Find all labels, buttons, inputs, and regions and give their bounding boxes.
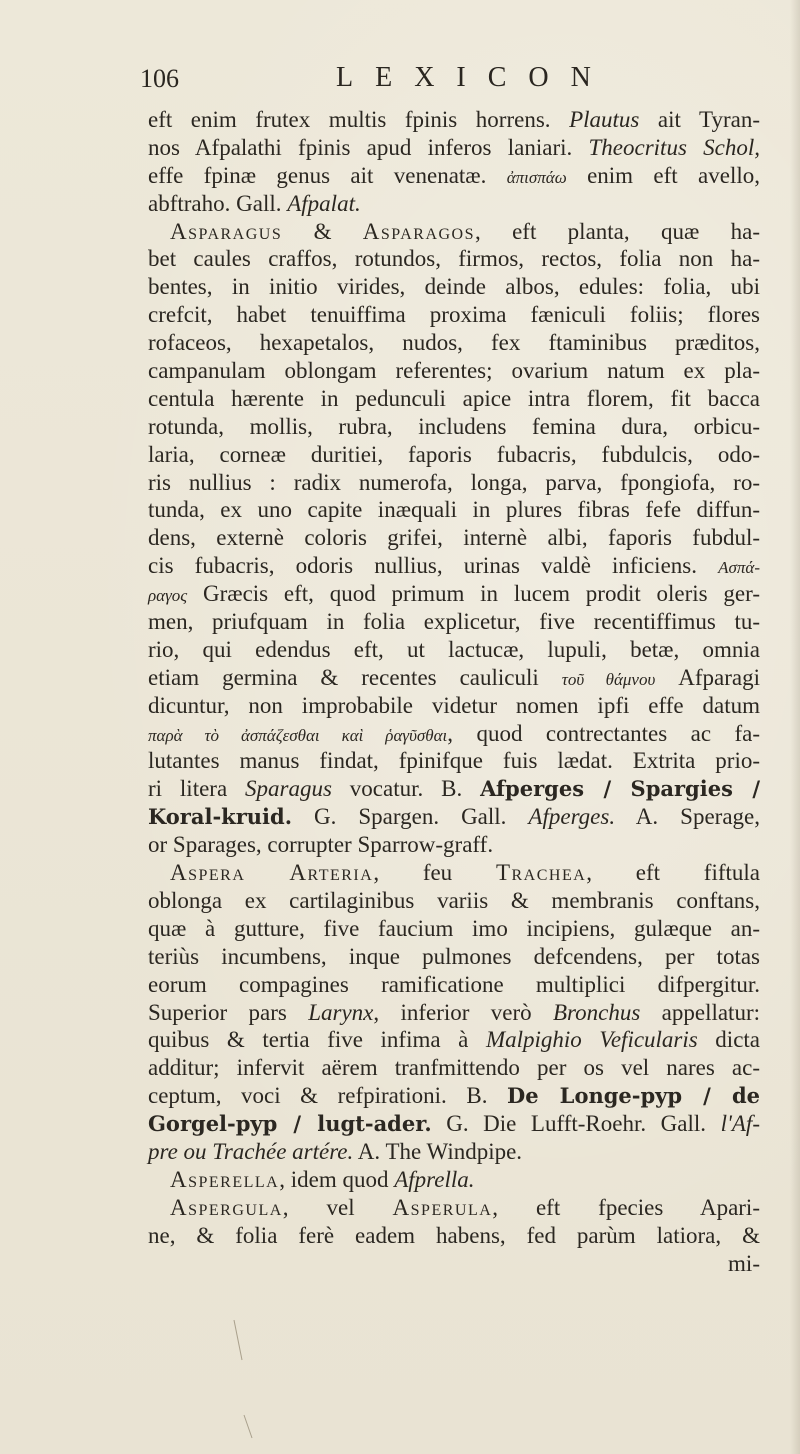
text-line bbox=[148, 775, 760, 803]
text-run: quibus & tertia five infima à bbox=[148, 1027, 486, 1053]
text-line bbox=[148, 162, 760, 190]
blackletter-word: De Longe-pyp / de bbox=[507, 1083, 760, 1109]
italic-term: Plautus bbox=[569, 107, 640, 132]
text-line bbox=[148, 1054, 760, 1082]
text-line bbox=[148, 218, 760, 246]
text-run: appellatur: bbox=[640, 999, 760, 1025]
text-run: , vel bbox=[282, 1194, 393, 1220]
text-run: ris nullius : radix numerofa, longa, parva, fpongiofa, ro- bbox=[148, 469, 760, 495]
ink-stroke-mark bbox=[230, 1320, 260, 1440]
text-run: effe fpinæ genus ait venenatæ. bbox=[148, 162, 507, 188]
text-line bbox=[148, 496, 760, 524]
text-run: etiam germina & recentes cauliculi bbox=[148, 664, 562, 690]
text-line bbox=[148, 385, 760, 413]
text-line bbox=[148, 106, 760, 134]
text-run: rofaceos, hexapetalos, nudos, fex ftaminibus præditos, bbox=[148, 330, 760, 356]
entry-headword: Asparagos bbox=[362, 218, 476, 244]
text-line bbox=[148, 636, 760, 664]
text-run: eft enim frutex multis fpinis horrens. bbox=[148, 107, 570, 132]
text-run: bet caules craffos, rotundos, firmos, rectos, folia non ha- bbox=[148, 246, 760, 272]
text-line bbox=[148, 329, 760, 357]
text-line bbox=[148, 301, 760, 329]
text-line bbox=[148, 747, 760, 775]
text-run: , inferior verò bbox=[373, 999, 553, 1025]
text-run: mi- bbox=[728, 1250, 760, 1276]
text-line bbox=[148, 580, 760, 608]
text-run: men, priufquam in folia explicetur, five recentiffimus tu- bbox=[148, 609, 760, 635]
text-run: laria, corneæ duritiei, faporis fubacris, fubdulcis, odo- bbox=[148, 441, 760, 467]
italic-term: Afpalat. bbox=[287, 190, 361, 216]
text-line bbox=[148, 971, 760, 999]
text-line bbox=[148, 943, 760, 971]
text-run: lutantes manus findat, fpinifque fuis lædat. Extrita prio- bbox=[148, 748, 760, 774]
text-line bbox=[148, 413, 760, 441]
text-run: Græcis eft, quod primum in lucem prodit oleris ger- bbox=[187, 581, 760, 607]
text-line bbox=[148, 134, 760, 162]
italic-term: Sparagus bbox=[245, 776, 332, 802]
text-line bbox=[148, 1222, 760, 1250]
text-run: & bbox=[282, 218, 363, 244]
running-head: LEXICON bbox=[336, 62, 613, 93]
greek-word: ἀπισπάω bbox=[506, 167, 567, 187]
entry-headword: Asperula bbox=[392, 1194, 493, 1220]
text-run: tunda, ex uno capite inæquali in plures fibras fefe diffun- bbox=[148, 497, 760, 523]
entry-headword: Aspera Arteria bbox=[170, 860, 374, 886]
text-run: A. Sperage, bbox=[615, 804, 760, 830]
text-line bbox=[148, 190, 760, 218]
text-line bbox=[148, 1166, 760, 1194]
text-run: rotunda, mollis, rubra, includens femina dura, orbicu- bbox=[148, 413, 760, 439]
text-run: eorum compagines ramificatione multiplici difpergitur. bbox=[148, 971, 760, 997]
italic-term: Afperges. bbox=[528, 804, 616, 830]
italic-term: Larynx bbox=[308, 999, 374, 1025]
italic-term: pre ou Trachée artére. bbox=[148, 1138, 354, 1164]
text-run: G. Spargen. Gall. bbox=[292, 804, 529, 830]
text-run: Afparagi bbox=[655, 664, 760, 690]
text-line bbox=[148, 469, 760, 497]
text-line bbox=[148, 524, 760, 552]
text-run: , eft planta, quæ ha- bbox=[475, 218, 760, 244]
text-run: , feu bbox=[373, 860, 496, 886]
text-run: dicuntur, non improbabile videtur nomen ipfi effe datum bbox=[148, 692, 760, 718]
italic-term: l'Af- bbox=[720, 1111, 760, 1137]
text-run: cis fubacris, odoris nullius, urinas valdè inficiens. bbox=[148, 553, 719, 579]
text-line bbox=[148, 1138, 760, 1166]
text-run: crefcit, habet tenuiffima proxima fæniculi foliis; flores bbox=[148, 302, 760, 328]
text-run: additur; infervit aërem tranfmittendo per os vel nares ac- bbox=[148, 1055, 760, 1081]
text-run: bentes, in initio virides, deinde albos, edules: folia, ubi bbox=[148, 274, 760, 300]
text-run: quæ à gutture, five faucium imo incipiens, gulæque an- bbox=[148, 915, 760, 941]
text-line bbox=[148, 245, 760, 273]
body-text bbox=[148, 106, 760, 1277]
text-run: abftraho. Gall. bbox=[148, 190, 288, 216]
text-run: , eft fiftula bbox=[586, 860, 760, 886]
text-line bbox=[148, 1082, 760, 1110]
text-run: ri litera bbox=[148, 776, 246, 802]
text-line bbox=[148, 608, 760, 636]
text-line bbox=[148, 692, 760, 720]
text-line bbox=[148, 441, 760, 469]
text-line bbox=[148, 1194, 760, 1222]
blackletter-word: Gorgel-pyp / lugt-ader. bbox=[148, 1111, 432, 1137]
text-line bbox=[148, 803, 760, 831]
text-line bbox=[148, 859, 760, 887]
text-run: vocatur. B. bbox=[331, 776, 481, 802]
page-edge-shadow bbox=[790, 0, 800, 1454]
text-run: dens, externè coloris grifei, internè albi, faporis fubdul- bbox=[148, 525, 760, 551]
text-line bbox=[148, 831, 760, 859]
text-run: or Sparages, corrupter Sparrow-graff. bbox=[148, 832, 494, 858]
text-run: G. Die Lufft-Roehr. Gall. bbox=[431, 1111, 721, 1137]
blackletter-word: Afperges / Spargies / bbox=[480, 776, 760, 802]
text-line bbox=[148, 1250, 760, 1278]
text-run: centula hærente in pedunculi apice intra florem, fit bacca bbox=[148, 385, 760, 411]
text-run: teriùs incumbens, inque pulmones defcendens, per totas bbox=[148, 943, 760, 969]
greek-word: παρὰ τὸ ἀσπάζεσθαι καὶ ῥαγῦσθαι bbox=[148, 725, 448, 745]
italic-term: Bronchus bbox=[553, 999, 641, 1025]
text-run: ait Tyran- bbox=[639, 107, 760, 132]
text-run: , quod contrectantes ac fa- bbox=[447, 720, 760, 746]
text-run: Superior pars bbox=[148, 999, 309, 1025]
text-line bbox=[148, 720, 760, 748]
text-line bbox=[148, 664, 760, 692]
text-run: , idem quod bbox=[279, 1166, 395, 1192]
italic-term: Theocritus Schol, bbox=[588, 134, 760, 160]
italic-term: Malpighio Veficularis bbox=[485, 1027, 698, 1053]
text-run: , eft fpecies Apari- bbox=[492, 1194, 760, 1220]
text-run: ne, & folia ferè eadem habens, fed parùm latiora, & bbox=[148, 1222, 760, 1248]
text-line bbox=[148, 357, 760, 385]
blackletter-word: Koral-kruid. bbox=[148, 804, 293, 830]
text-run: ceptum, voci & refpirationi. B. bbox=[148, 1083, 507, 1109]
text-line bbox=[148, 887, 760, 915]
italic-term: Afprella. bbox=[394, 1166, 475, 1192]
text-line bbox=[148, 552, 760, 580]
entry-headword: Aspergula bbox=[170, 1194, 283, 1220]
text-run: enim eft avello, bbox=[566, 162, 760, 188]
page-header bbox=[140, 62, 660, 102]
text-line bbox=[148, 999, 760, 1027]
text-line bbox=[148, 1026, 760, 1054]
greek-word: ραγος bbox=[148, 586, 188, 606]
text-line bbox=[148, 273, 760, 301]
text-run: A. The Windpipe. bbox=[353, 1138, 523, 1164]
greek-word: Ασπά- bbox=[718, 558, 760, 578]
text-run: nos Afpalathi fpinis apud inferos laniari. bbox=[148, 134, 589, 160]
page-number: 106 bbox=[140, 64, 179, 93]
text-line bbox=[148, 915, 760, 943]
text-run: oblonga ex cartilaginibus variis & membranis conftans, bbox=[148, 887, 760, 913]
text-run: dicta bbox=[697, 1027, 761, 1053]
text-run: campanulam oblongam referentes; ovarium natum ex pla- bbox=[148, 358, 760, 384]
text-run: rio, qui edendus eft, ut lactucæ, lupuli, betæ, omnia bbox=[148, 636, 760, 662]
entry-headword: Trachea bbox=[495, 860, 587, 886]
entry-headword: Asperella bbox=[170, 1166, 280, 1192]
text-line bbox=[148, 1110, 760, 1138]
greek-word: τοῦ θάμνου bbox=[561, 669, 656, 689]
entry-headword: Asparagus bbox=[170, 218, 283, 244]
